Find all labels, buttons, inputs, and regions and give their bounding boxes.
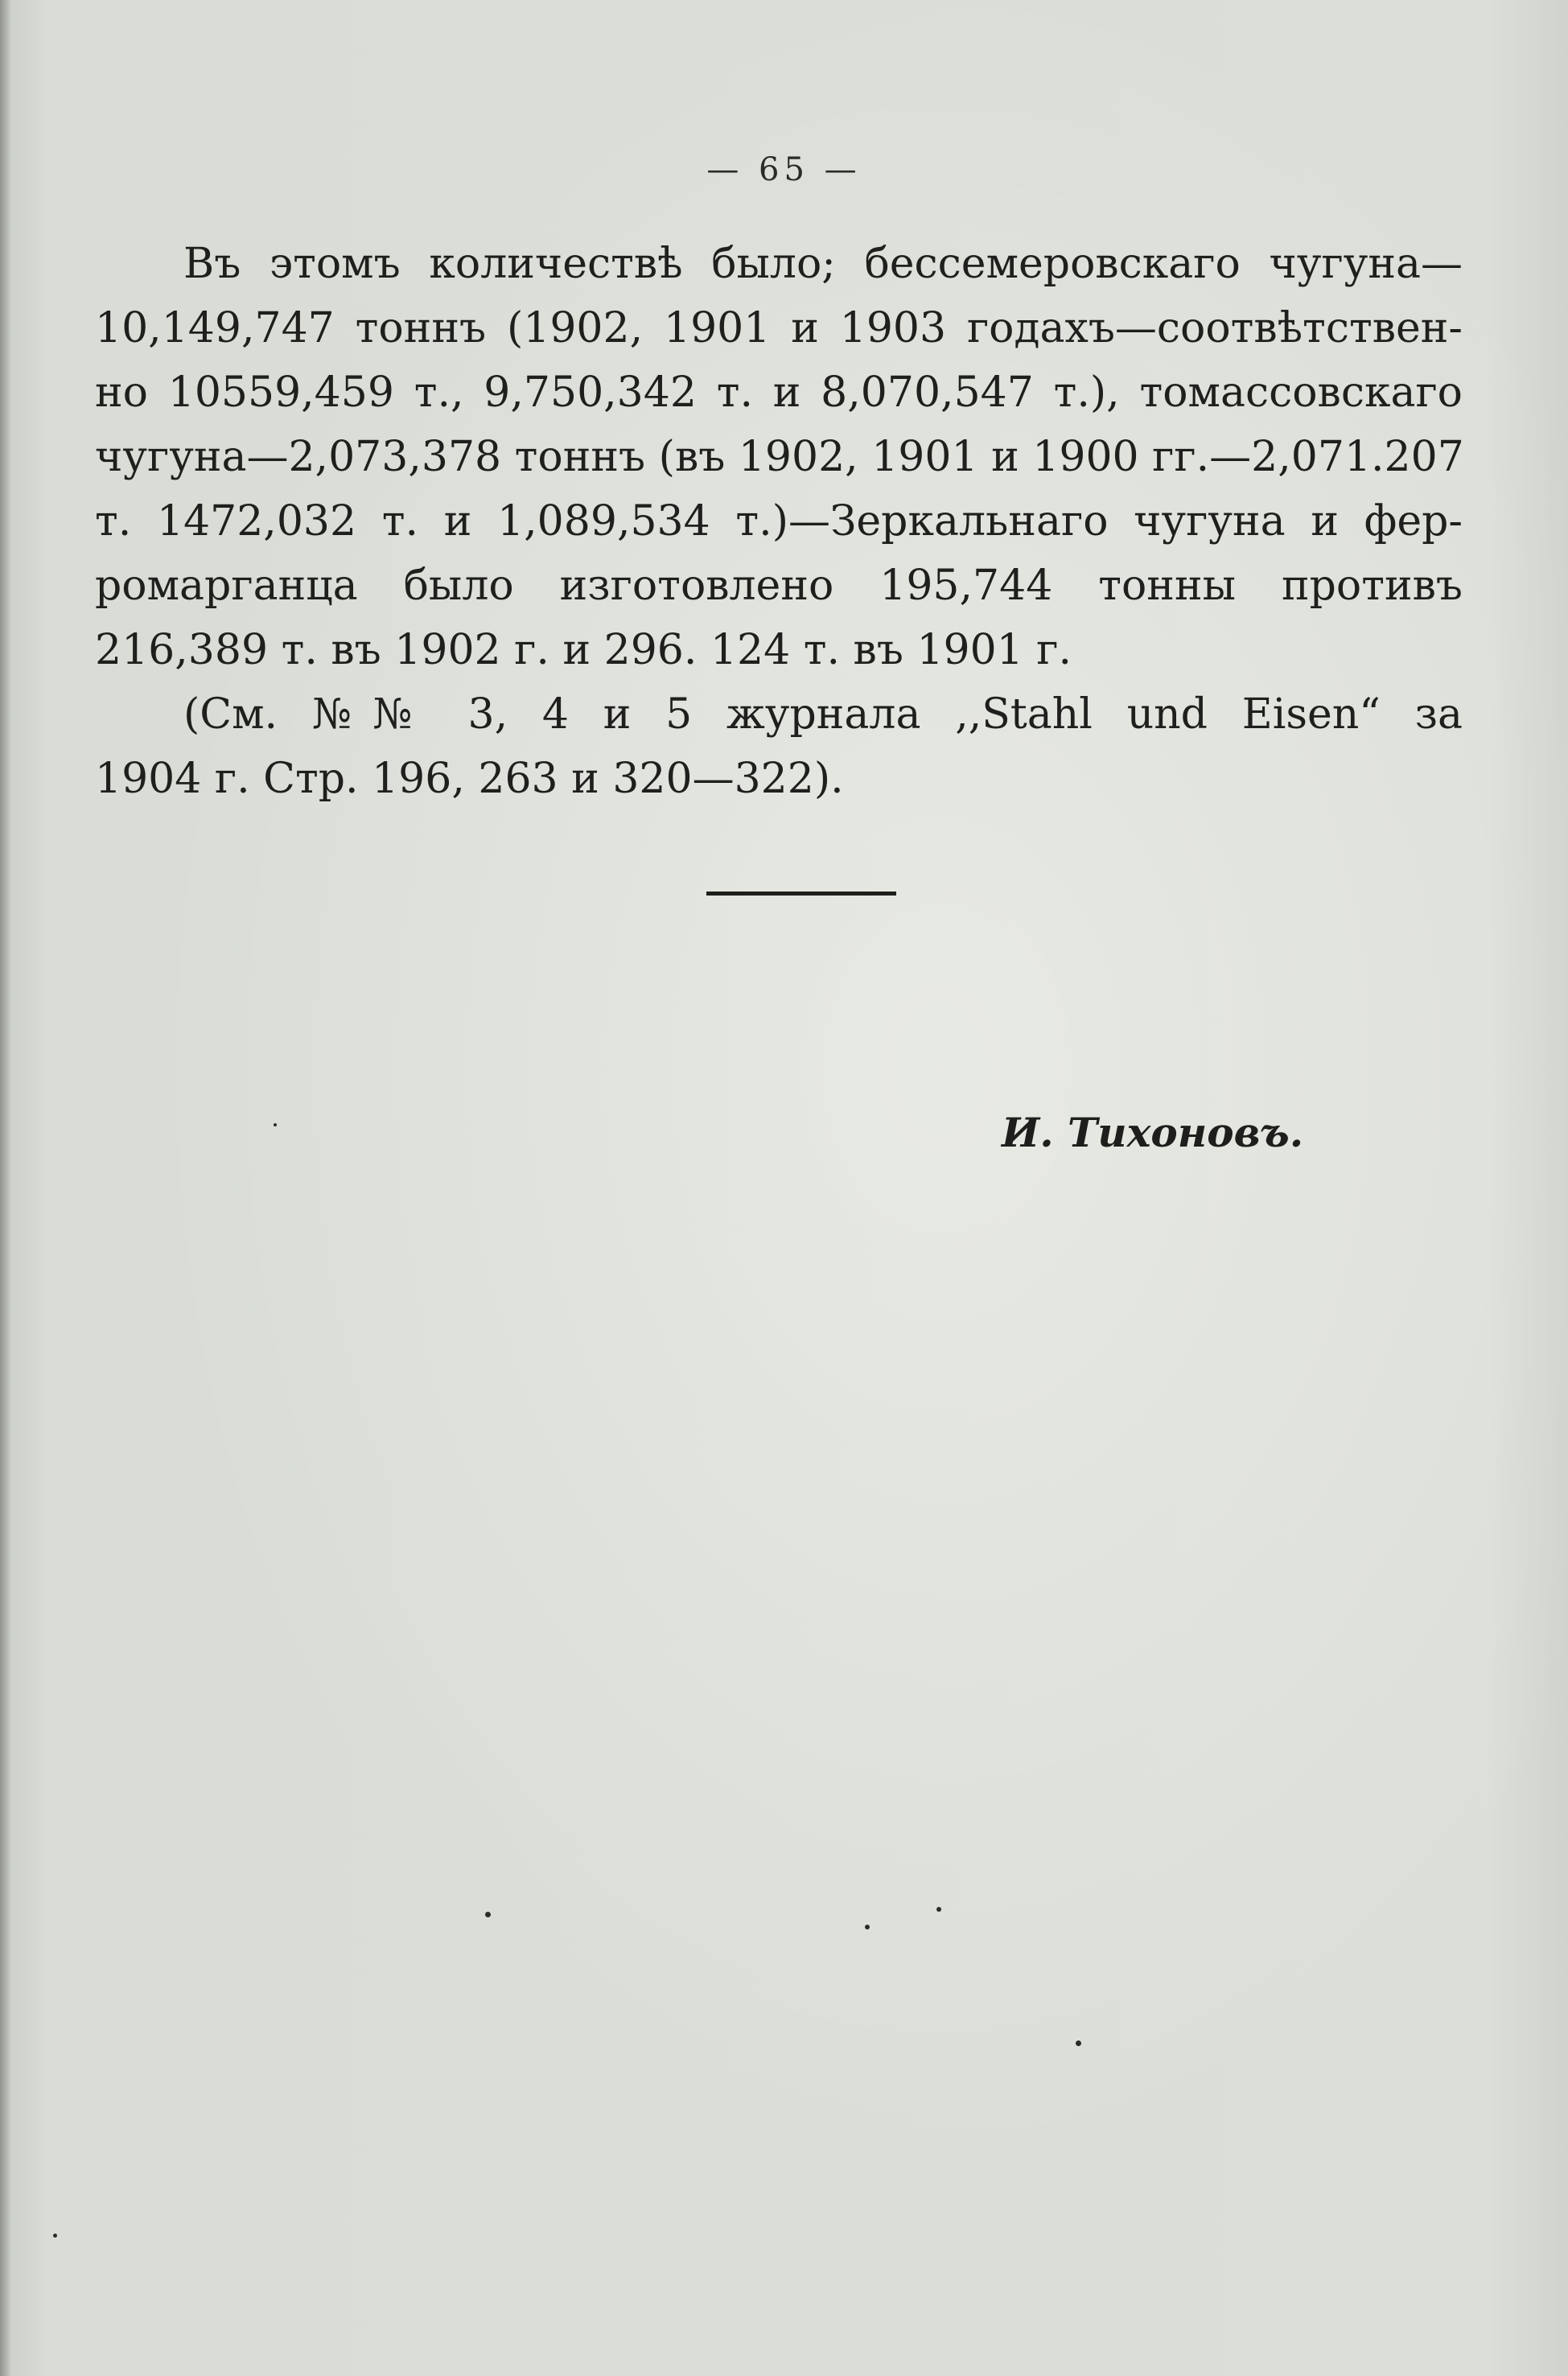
text-line: Въ этомъ количествѣ было; бессемеровскаго чугуна— <box>183 240 1463 288</box>
speck <box>865 1925 870 1929</box>
text-line: чугуна—2,073,378 тоннъ (въ 1902, 1901 и 1900 гг.—2,071.207 <box>95 433 1464 481</box>
text-line: но 10559,459 т., 9,750,342 т. и 8,070,547 т.), томассовскаго <box>95 369 1463 417</box>
text-line: 1904 г. Стр. 196, 263 и 320—322). <box>95 755 844 803</box>
author-signature: И. Тихоновъ. <box>1002 1109 1304 1156</box>
section-divider <box>706 892 896 896</box>
text-line: т. 1472,032 т. и 1,089,534 т.)—Зеркальнаго чугуна и фер- <box>95 497 1463 546</box>
speck <box>485 1912 491 1917</box>
text-line: (См. №№ 3, 4 и 5 журнала ,,Stahl und Eisen“ за <box>183 690 1463 739</box>
page-binding-edge <box>0 0 11 2376</box>
body-text <box>95 232 1463 811</box>
speck <box>936 1907 941 1912</box>
text-line: ромарганца было изготовлено 195,744 тонны противъ <box>95 562 1463 610</box>
speck <box>274 1123 277 1126</box>
speck <box>1076 2040 1081 2046</box>
speck <box>53 2234 57 2238</box>
page-number: — 65 — <box>706 151 862 188</box>
text-line: 10,149,747 тоннъ (1902, 1901 и 1903 годахъ—соотвѣтствен- <box>95 304 1463 352</box>
text-line: 216,389 т. въ 1902 г. и 296. 124 т. въ 1901 г. <box>95 626 1072 674</box>
